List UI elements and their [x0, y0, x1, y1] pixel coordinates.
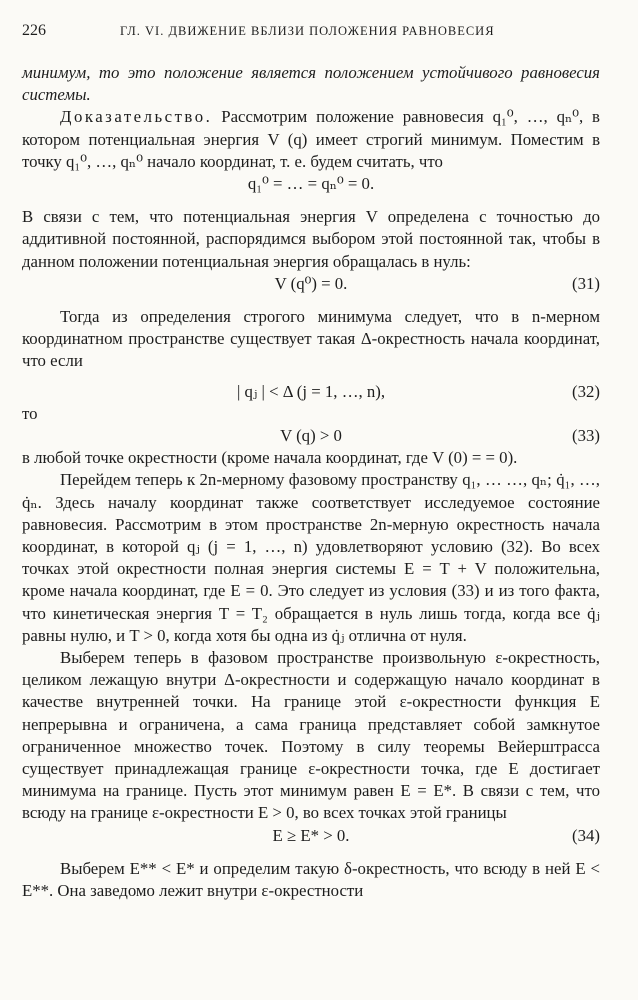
paragraph-delta-neighborhood: Тогда из определения строгого минимума следует, что в n-мерном координатном пространстве существует такая Δ-окрестность начала координат, что если [22, 307, 600, 371]
proof-label: Доказательство. [60, 107, 213, 127]
equation-32-number: (32) [572, 381, 600, 401]
equation-34 [22, 825, 600, 847]
paragraph-delta-choice: Выберем E** < E* и определим такую δ-окрестность, что всюду в ней E < E**. Она заведомо лежит внутри ε-окрестности [22, 858, 600, 901]
proof-text: Рассмотрим положение равновесия q₁⁰, …, qₙ⁰, в котором потенциальная энергия V (q) имеет строгий минимум. Поместим в точку q₁⁰, …, qₙ⁰ начало координат, т. е. будем считать, что [22, 107, 600, 171]
paragraph-any-point: в любой точке окрестности (кроме начала координат, где V (0) = = 0). [22, 448, 518, 468]
page-header [22, 22, 608, 42]
equation-33 [22, 425, 600, 447]
equation-34-text: E ≥ E* > 0. [272, 825, 350, 845]
equation-33-number: (33) [572, 425, 600, 445]
equation-34-number: (34) [572, 825, 600, 845]
paragraph-proof-start [22, 106, 600, 173]
running-head: ГЛ. VI. ДВИЖЕНИЕ ВБЛИЗИ ПОЛОЖЕНИЯ РАВНОВЕСИЯ [120, 24, 495, 38]
equation-33-text: V (q) > 0 [280, 425, 342, 445]
equation-origin-text: q₁⁰ = … = qₙ⁰ = 0. [247, 174, 375, 194]
equation-31-text: V (q⁰) = 0. [274, 273, 348, 293]
equation-origin [22, 173, 600, 195]
paragraph-phase-space: Перейдем теперь к 2n-мерному фазовому пространству q₁, … …, qₙ; q̇₁, …, q̇ₙ. Здесь началу координат также соответствует исследуемое состояние равновесия. Рассмотрим в этом пространстве 2n-мерную окрестность начала координат, в которой qⱼ (j = 1, …, n) удовлетворяют условию (32). Во всех точках этой окрестности полная энергия системы E = T + V положительна, кроме начала координат, где E = 0. Это следует из условия (33) и из того факта, что кинетическая энергия T = T₂ обращается в нуль лишь тогда, когда все q̇ⱼ равны нулю, и T > 0, когда хотя бы одна из q̇ⱼ отлична от нуля. [22, 470, 600, 645]
paragraph-potential-constant: В связи с тем, что потенциальная энергия V определена с точностью до аддитивной постоянной, распорядимся выбором этой постоянной так, чтобы в данном положении потенциальная энергия обращалась в нуль: [22, 207, 600, 271]
page-body [22, 62, 600, 902]
equation-32 [22, 381, 600, 403]
paragraph-theorem-end: минимум, то это положение является положением устойчивого равновесия системы. [22, 63, 600, 105]
equation-32-text: | qⱼ | < Δ (j = 1, …, n), [236, 381, 386, 401]
page-number: 226 [22, 22, 46, 39]
equation-31-number: (31) [572, 273, 600, 293]
equation-31 [22, 273, 600, 295]
paragraph-epsilon-neighborhood: Выберем теперь в фазовом пространстве произвольную ε-окрестность, целиком лежащую внутри Δ-окрестности и содержащую начало координат в качестве внутренней точки. На границе этой ε-окрестности функция E непрерывна и ограничена, а сама граница представляет собой замкнутое ограниченное множество точек. Поэтому в силу теоремы Вейерштрасса существует принадлежащая границе ε-окрестности точка, где E достигает минимума на границе. Пусть этот минимум равен E = E*. В связи с тем, что всюду на границе ε-окрестности E > 0, во всех точках этой границы [22, 648, 600, 823]
word-then: то [22, 403, 38, 423]
